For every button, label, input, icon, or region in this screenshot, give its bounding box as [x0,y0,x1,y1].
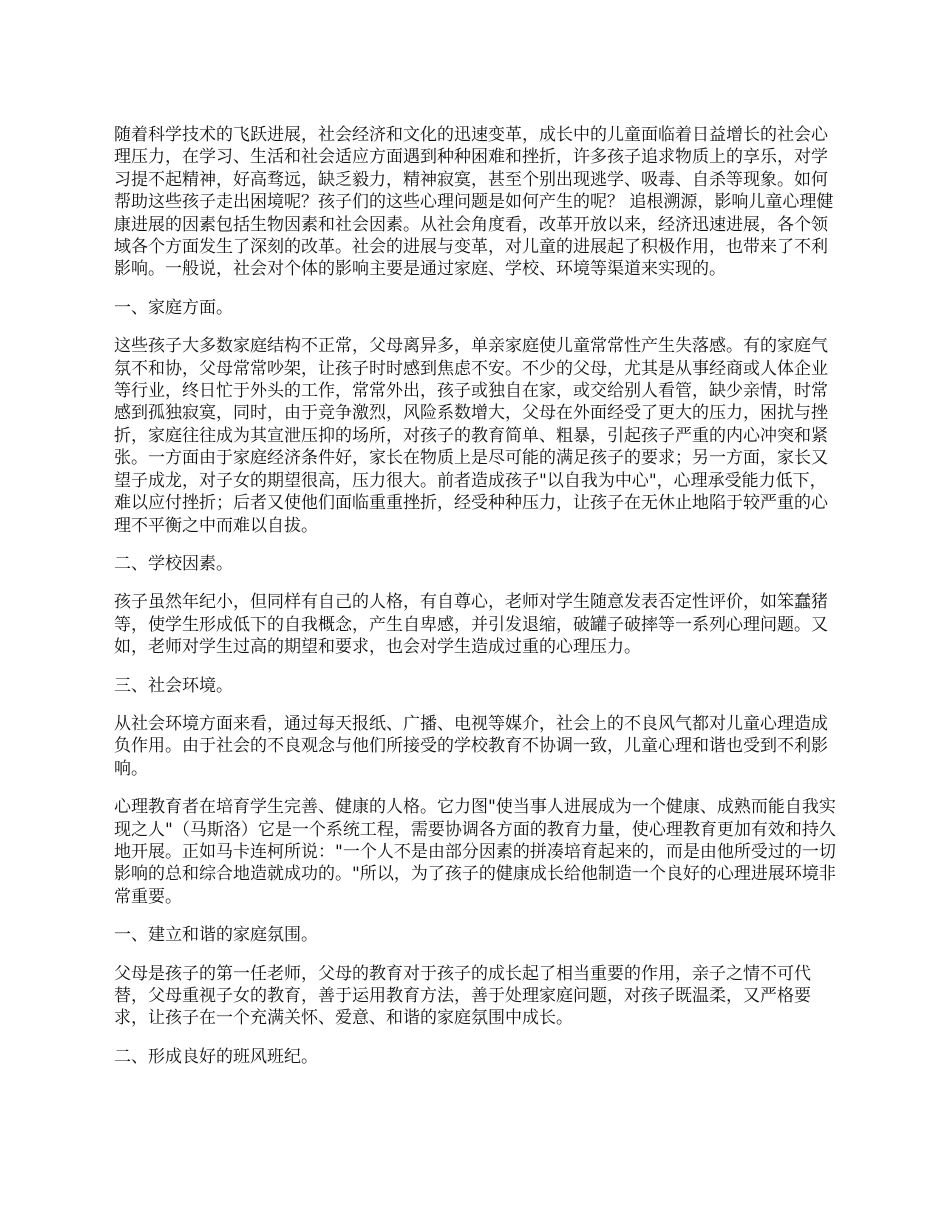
section-heading-family: 一、家庭方面。 [114,297,233,318]
section-heading-harmony: 一、建立和谐的家庭氛围。 [114,925,318,946]
intro-paragraph: 随着科学技术的飞跃进展，社会经济和文化的迅速变革，成长中的儿童面临着日益增长的社会心理压力，在学习、生活和社会适应方面遇到种种困难和挫折，许多孩子追求物质上的享乐，对学习提不起精神，好高骛远，缺乏毅力，精神寂寞，甚至个别出现逃学、吸毒、自杀等现象。如何帮助这些孩子走出困境呢？孩子们的这些心理问题是如何产生的呢？ 追根溯源，影响儿童心理健康进展的因素包括生物因素和社会因素。从社会角度看，改革开放以来，经济迅速进展，各个领域各个方面发生了深刻的改革。社会的进展与变革，对儿童的进展起了积极作用，也带来了不利影响。一般说，社会对个体的影响主要是通过家庭、学校、环境等渠道来实现的。 [114,125,834,280]
document-page [114,124,842,1084]
section-heading-class: 二、形成良好的班风班纪。 [114,1046,318,1067]
education-paragraph: 心理教育者在培育学生完善、健康的人格。它力图"使当事人进展成为一个健康、成熟而能自我实现之人"（马斯洛）它是一个系统工程，需要协调各方面的教育力量，使心理教育更加有效和持久地开展。正如马卡连柯所说："一个人不是由部分因素的拼凑培育起来的，而是由他所受过的一切影响的总和综合地造就成功的。"所以，为了孩子的健康成长给他制造一个良好的心理进展环境非常重要。 [114,797,836,907]
section-heading-school: 二、学校因素。 [114,553,233,574]
society-paragraph: 从社会环境方面来看，通过每天报纸、广播、电视等媒介，社会上的不良风气都对儿童心理造成负作用。由于社会的不良观念与他们所接受的学校教育不协调一致，儿童心理和谐也受到不利影响。 [114,713,828,779]
section-heading-society: 三、社会环境。 [114,675,233,696]
school-paragraph: 孩子虽然年纪小，但同样有自己的人格，有自尊心，老师对学生随意发表否定性评价，如笨蠢猪等，使学生形成低下的自我概念，产生自卑感，并引发退缩，破罐子破摔等一系列心理问题。又如，老师对学生过高的期望和要求，也会对学生造成过重的心理压力。 [114,592,828,658]
harmony-paragraph: 父母是孩子的第一任老师，父母的教育对于孩子的成长起了相当重要的作用，亲子之情不可代替，父母重视子女的教育，善于运用教育方法，善于处理家庭问题，对孩子既温柔，又严格要求，让孩子在一个充满关怀、爱意、和谐的家庭氛围中成长。 [114,963,811,1029]
family-paragraph: 这些孩子大多数家庭结构不正常，父母离异多，单亲家庭使儿童常常性产生失落感。有的家庭气氛不和协，父母常常吵架，让孩子时时感到焦虑不安。不少的父母，尤其是从事经商或人体企业等行业，终日忙于外头的工作，常常外出，孩子或独自在家，或交给别人看管，缺少亲情，时常感到孤独寂寞，同时，由于竞争激烈，风险系数增大，父母在外面经受了更大的压力，困扰与挫折，家庭往往成为其宣泄压抑的场所，对孩子的教育简单、粗暴，引起孩子严重的内心冲突和紧张。一方面由于家庭经济条件好，家长在物质上是尽可能的满足孩子的要求；另一方面，家长又望子成龙，对子女的期望很高，压力很大。前者造成孩子"以自我为中心"，心理承受能力低下，难以应付挫折；后者又使他们面临重重挫折，经受种种压力，让孩子在无休止地陷于较严重的心理不平衡之中而难以自拔。 [114,336,828,536]
